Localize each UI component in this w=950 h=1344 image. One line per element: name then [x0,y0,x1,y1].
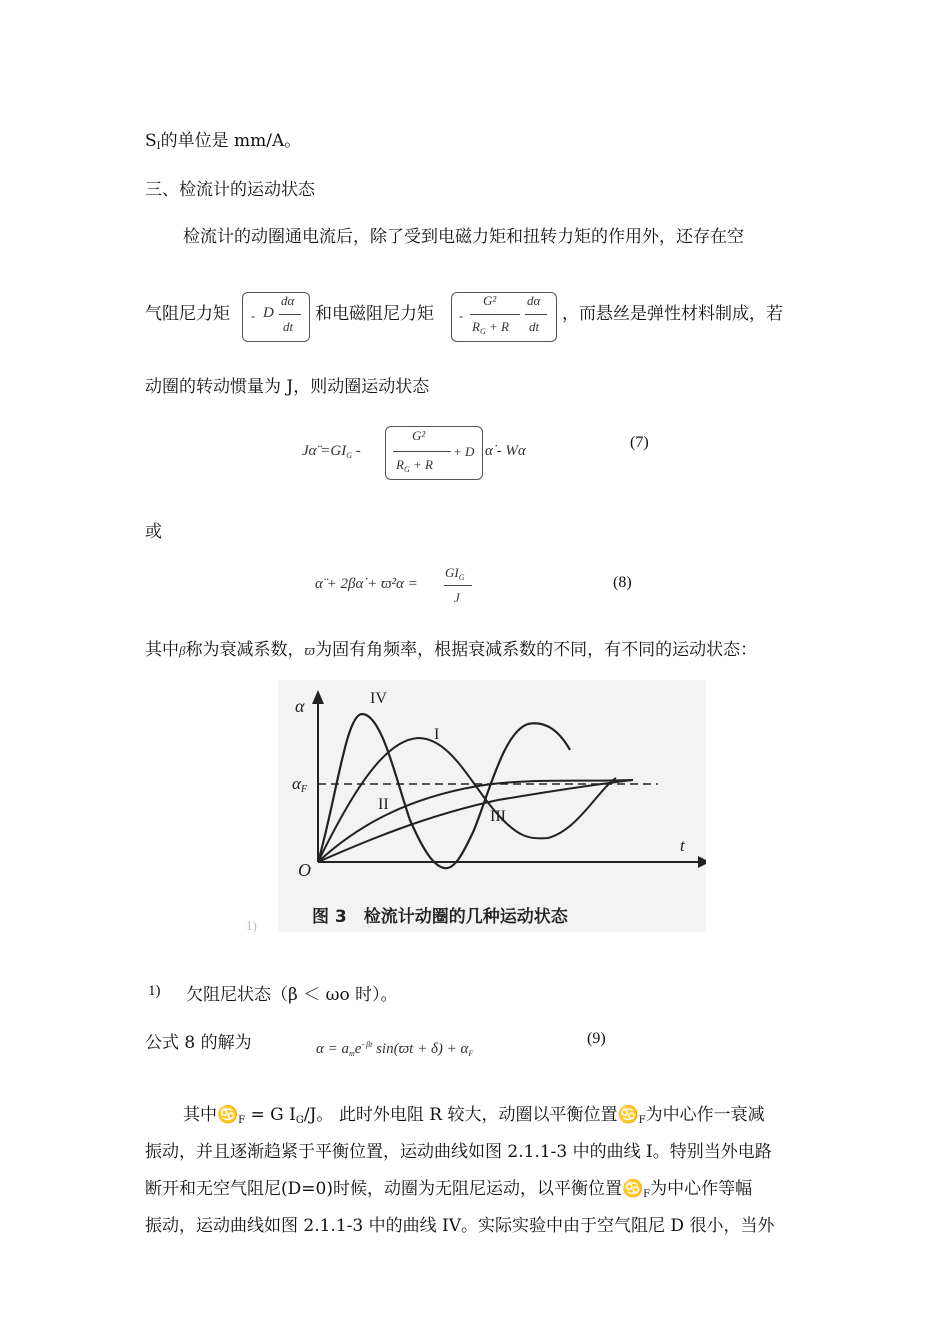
alpha-f-label: α [292,774,301,793]
paragraph-line: 断开和无空气阻尼(D=0)时候，动圈为无阻尼运动，以平衡位置$♋_F$为中心作等幅 [145,1179,753,1200]
paragraph-line: 其中β称为衰减系数，ϖ为固有角频率，根据衰减系数的不同，有不同的运动状态： [145,640,758,660]
r-g: R [472,319,480,334]
paragraph-line: 其中$♋_F = G$ $I_G/J$。 此时外电阻 R 较大，动圈以平衡位置$♋_F$为中心作一衰减 [183,1105,765,1126]
denominator: J [454,590,460,605]
curve-label-iii: III [490,808,506,825]
paragraph-line: 和电磁阻尼力矩 [315,304,434,324]
d-t: dt [529,319,540,334]
d-coefficient: D [263,305,274,321]
numerator: GI [445,565,459,580]
fraction-bar [444,585,472,586]
fraction-bar [393,451,451,452]
d-alpha: dα [281,293,295,308]
stray-marker: 1) [246,918,257,933]
paragraph-line: 动圈的转动惯量为 J，则动圈运动状态 [145,377,430,397]
equation-8-lhs: α̈ + 2βα̇ + ϖ²α = [315,576,418,592]
list-number: 1) [148,983,161,999]
g-squared: G² [412,428,426,443]
y-axis-label: α [295,696,305,716]
subscript: G [479,327,486,336]
d-alpha: dα [527,293,541,308]
si-unit-line: $S_I$的单位是 mm/A。 [145,131,302,152]
list-item-text: 欠阻尼状态（β ＜ ωo 时）。 [186,985,398,1005]
paragraph-line: 检流计的动圈通电流后，除了受到电磁力矩和扭转力矩的作用外，还存在空 [183,227,744,247]
equation-9: $\alpha = a_me^{- \beta t}$ $\sin(ϖt + \delta) + \alpha_F$ [316,1040,474,1058]
g-squared: G² [483,293,497,308]
motion-states-figure [278,680,706,932]
fraction-bar [525,314,547,315]
section-heading: 三、检流计的运动状态 [145,180,315,200]
curve-label-ii: II [378,796,389,813]
plus-d: + D [453,444,475,459]
fraction-bar [470,314,520,315]
figure-caption: 图 3 检流计动圈的几种运动状态 [312,907,568,927]
figure-panel [246,680,706,933]
minus-sign: - [459,308,464,323]
equation-number: (7) [630,434,649,451]
paragraph-line: ，而悬丝是弹性材料制成，若 [562,304,783,324]
equation-number: (8) [613,574,632,591]
curve-label-iv: IV [370,690,387,707]
equation-number: (9) [587,1030,606,1047]
subscript: F [300,784,308,795]
paragraph-line: 振动，并且逐渐趋紧于平衡位置，运动曲线如图 2.1.1-3 中的曲线 I。特别当外电路 [145,1142,772,1162]
equation-7-tail: α̇ - Wα [485,443,526,459]
minus-sign: - [251,308,256,323]
or-word: 或 [145,522,162,542]
plus-r: + R [485,319,509,334]
paragraph-line: 气阻尼力矩 [145,304,230,324]
paragraph-line: 振动，运动曲线如图 2.1.1-3 中的曲线 IV。实际实验中由于空气阻尼 D 很小，当外 [145,1216,775,1236]
curve-label-i: I [434,726,440,743]
x-axis-label: t [680,836,685,855]
fraction-bar [279,314,301,315]
d-t: dt [283,319,294,334]
subscript: G [458,573,465,582]
solution-intro: 公式 8 的解为 [145,1033,252,1053]
equation-7-lhs: Jα̈ $=GI_G$ - [302,443,361,460]
origin-label: O [298,860,311,880]
